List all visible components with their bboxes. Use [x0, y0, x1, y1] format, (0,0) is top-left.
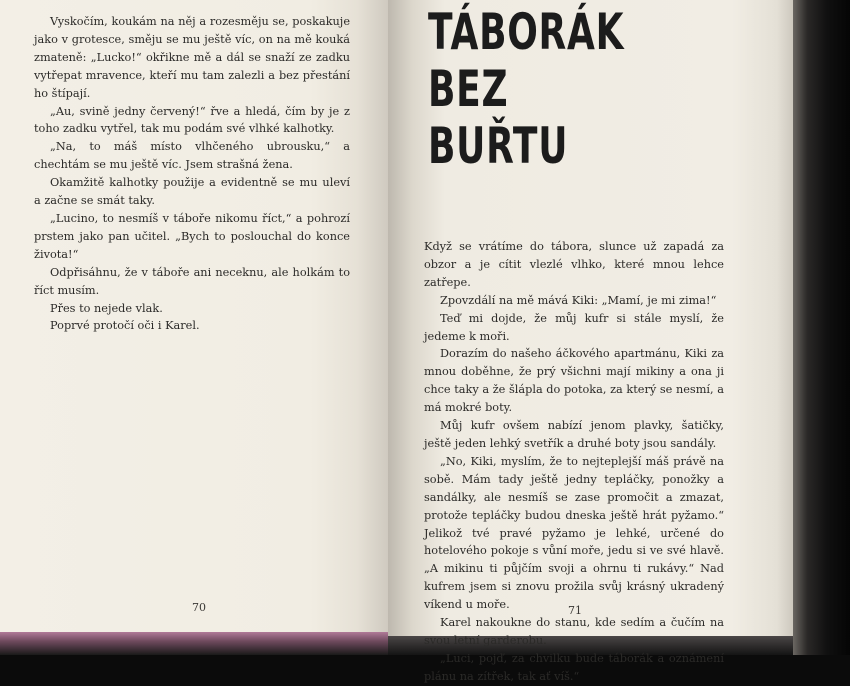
book-cover-edge: [0, 632, 388, 655]
chapter-title: [428, 3, 625, 175]
chapter-title-line-2: BEZ BUŘTU: [428, 60, 569, 175]
paragraph: Přes to nejede vlak.: [50, 301, 163, 315]
paragraph: Když se vrátíme do tábora, slunce už zapadá za obzor a je cítit vlezlé vlhko, které mnou lehce zatřepe.: [424, 240, 724, 289]
page-number-right: 71: [568, 604, 582, 617]
paragraph: Vyskočím, koukám na něj a rozesměju se, poskakuje jako v grotesce, směju se mu ještě víc, on na mě kouká zmateně: „Lucko!“ okřikne mě a dál se snaží ze zadku vytřepat mravence, kteří mu tam zalezli a bez přestání ho štípají.: [34, 15, 350, 100]
right-page-text: [424, 238, 724, 686]
paragraph: Odpřisáhnu, že v táboře ani neceknu, ale holkám to říct musím.: [34, 265, 350, 297]
paragraph: „Na, to máš místo vlhčeného ubrousku,“ a chechtám se mu ještě víc. Jsem strašná žena.: [34, 140, 350, 172]
paragraph: Teď mi dojde, že můj kufr si stále myslí, že jedeme k moři.: [424, 311, 724, 343]
page-number-left: 70: [192, 601, 206, 614]
paragraph: „Au, svině jedny červený!“ řve a hledá, čím by je z toho zadku vytřel, tak mu podám své vlhké kalhotky.: [34, 104, 350, 136]
paragraph: Můj kufr ovšem nabízí jenom plavky, šatičky, ještě jeden lehký svetřík a druhé boty jsou sandály.: [424, 419, 724, 450]
paragraph: Poprvé protočí oči i Karel.: [50, 319, 200, 333]
paragraph: „Luci, pojď, za chvilku bude táborák a oznámení plánu na zítřek, tak ať víš.“: [424, 651, 724, 683]
paragraph: Okamžitě kalhotky použije a evidentně se mu uleví a začne se smát taky.: [34, 176, 350, 208]
paragraph: Karel nakoukne do stanu, kde sedím a čučím na svou letní garderobu.: [424, 616, 724, 647]
paragraph: „Lucino, to nesmíš v táboře nikomu říct,“ a pohrozí prstem jako pan učitel. „Bych to poslouchal do konce života!“: [34, 211, 350, 261]
left-page-text: [34, 13, 350, 335]
paragraph: „No, Kiki, myslím, že to nejteplejší máš právě na sobě. Mám tady ještě jedny tepláčky, ponožky a sandálky, ale nesmíš se zase promočit a zmazat, protože tepláčky budou dneska ještě hrát pyžamo.“ Jelikož tvé pravé pyžamo je lehké, určené do hotelového pokoje s vůní moře, jedu si ve své hlavě. „A mikinu ti půjčím svoji a ohrnu ti rukávy.“ Nad kufrem jsem si znovu prožila svůj krásný ukradený víkend u moře.: [424, 454, 724, 612]
book-edge-shadow: [793, 0, 850, 655]
paragraph: Dorazím do našeho áčkového apartmánu, Kiki za mnou doběhne, že prý všichni mají mikiny a ona ji chce taky a že šlápla do potoka, za který se nesmí, a má mokré boty.: [424, 347, 724, 415]
chapter-title-line-1: TÁBORÁK: [428, 3, 625, 61]
paragraph: Zpovzdálí na mě mává Kiki: „Mamí, je mi zima!“: [440, 293, 717, 307]
